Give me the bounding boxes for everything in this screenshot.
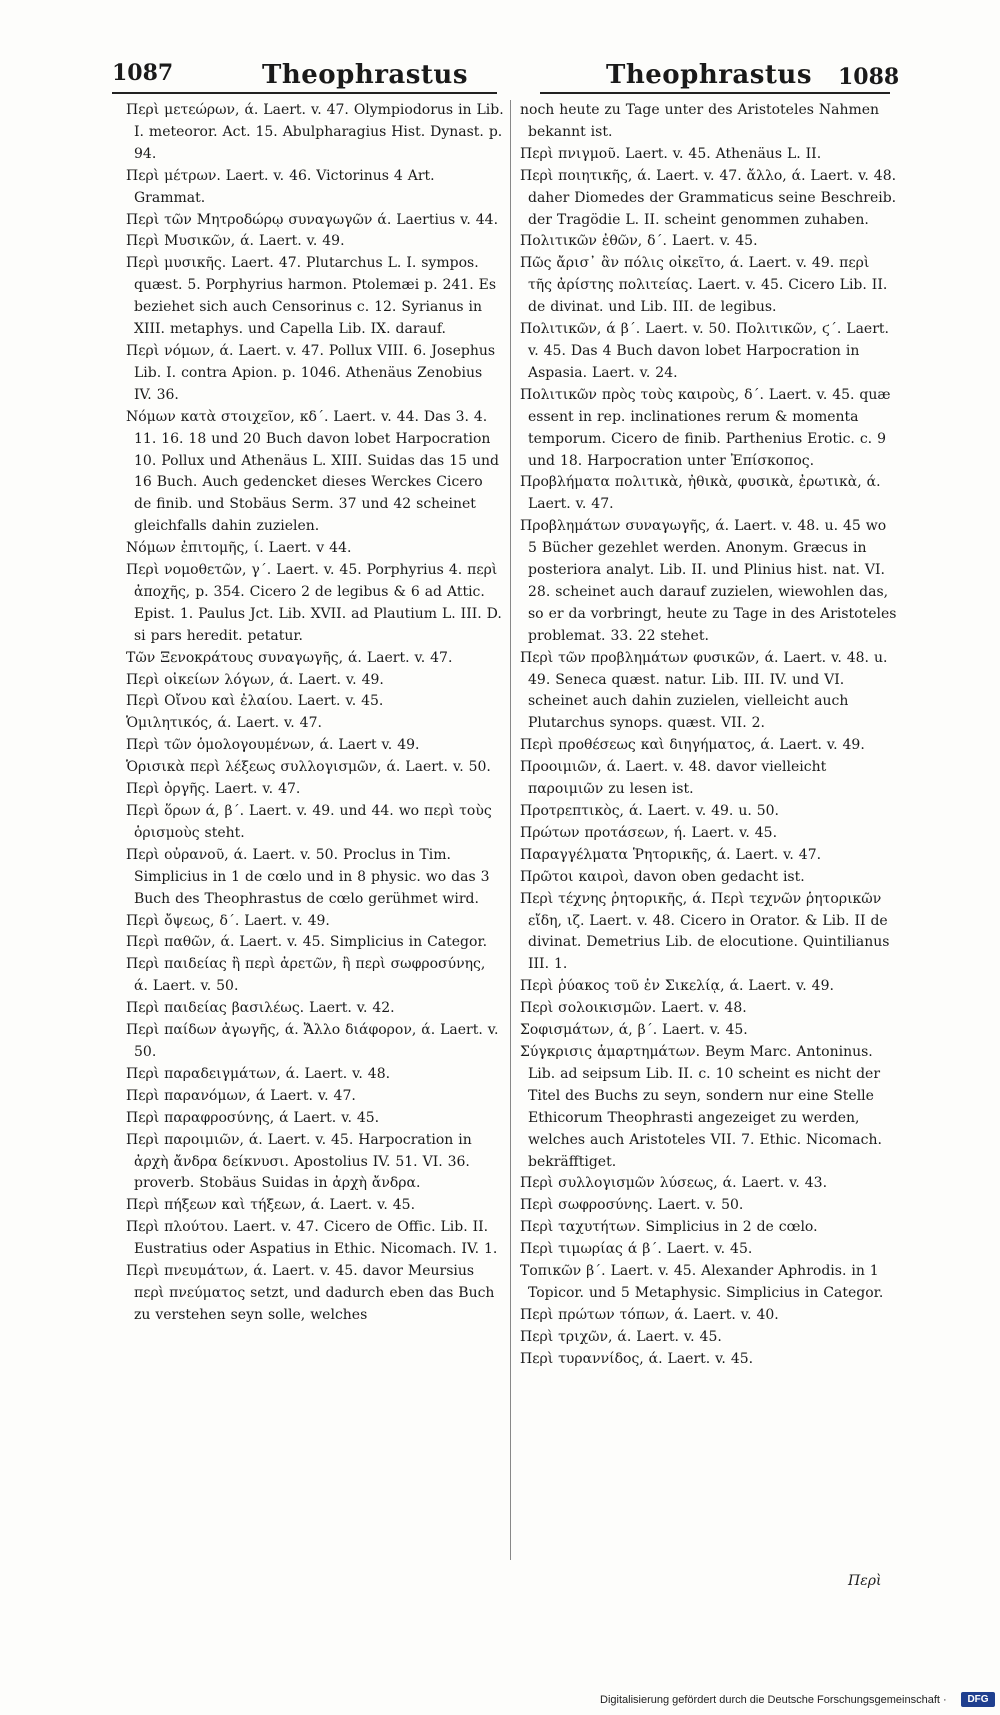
column-divider [510,100,511,1560]
index-entry: Περὶ παθῶν, ά. Laert. v. 45. Simplicius in Categor. [126,934,488,951]
index-entry: Περὶ τιμωρίας ά β΄. Laert. v. 45. [520,1241,753,1258]
index-entry: Περὶ μετεώρων, ά. Laert. v. 47. Olympiodorus in Lib. I. meteoror. Act. 15. Abulpharagius Hist. Dynast. p. 94. [126,102,504,162]
index-entry: Περὶ τέχνης ῥητορικῆς, ά. Περὶ τεχνῶν ῥητορικῶν εἴδη, ιζ. Laert. v. 48. Cicero in Orator. & Lib. II de divinat. Demetrius Lib. de elocutione. Quintilianus III. 1. [520,890,890,973]
index-entry: Νόμων ἐπιτομῆς, ί. Laert. v 44. [126,540,352,557]
header-rule-left [112,92,497,94]
index-entry: Περὶ νόμων, ά. Laert. v. 47. Pollux VIII. 6. Josephus Lib. I. contra Apion. p. 1046. Athenäus Zenobius IV. 36. [126,342,496,403]
index-entry: Προοιμιῶν, ά. Laert. v. 48. davor vielleicht παροιμιῶν zu lesen ist. [520,759,827,798]
index-entry: Πῶς ἄρισ᾽ ἂν πόλις οἰκεῖτο, ά. Laert. v. 49. περὶ τῆς ἀρίστης πολιτείας. Laert. v. 45. Cicero Lib. II. de divinat. und Lib. III. de legibus. [520,255,888,316]
digitization-credit: Digitalisierung gefördert durch die Deutsche Forschungsgemeinschaft · [600,1694,947,1706]
index-entry: Παραγγέλματα Ῥητορικῆς, ά. Laert. v. 47. [520,846,822,863]
index-entry: Περὶ σωφροσύνης. Laert. v. 50. [520,1197,744,1214]
index-entry: Ὁμιλητικός, ά. Laert. v. 47. [126,715,322,732]
index-entry: Νόμων κατὰ στοιχεῖον, κδ΄. Laert. v. 44. Das 3. 4. 11. 16. 18 und 20 Buch davon lobet Harpocration 10. Pollux und Athenäus L. XIII. Suidas das 15 und 16 Buch. Auch gedencket dieses Werckes Cicero de finib. und Stobäus Serm. 37 und 42 scheinet gleichfalls dahin zuzielen. [126,408,499,535]
dfg-logo: DFG [961,1692,995,1707]
index-entry: Περὶ ὄψεως, δ΄. Laert. v. 49. [126,912,330,929]
left-column [126,100,504,1327]
left-running-title: Theophrastus [262,60,468,90]
catchword: Περὶ [848,1573,882,1589]
index-entry: Περὶ παραδειγμάτων, ά. Laert. v. 48. [126,1065,391,1082]
index-entry: Περὶ πνιγμοῦ. Laert. v. 45. Athenäus L. II. [520,145,822,162]
index-entry: Περὶ πλούτου. Laert. v. 47. Cicero de Offic. Lib. II. Eustratius oder Aspatius in Ethic. Nicomach. IV. 1. [126,1219,498,1258]
index-entry: Περὶ τυραννίδος, ά. Laert. v. 45. [520,1350,754,1367]
index-entry: Περὶ ῥύακος τοῦ ἐν Σικελίᾳ, ά. Laert. v. 49. [520,978,834,995]
index-entry: Τῶν Ξενοκράτους συναγωγῆς, ά. Laert. v. 47. [126,649,453,666]
index-entry: Περὶ ταχυτήτων. Simplicius in 2 de cœlo. [520,1219,818,1236]
index-entry: Περὶ παραφροσύνης, ά Laert. v. 45. [126,1109,380,1126]
index-entry: Περὶ νομοθετῶν, γ΄. Laert. v. 45. Porphyrius 4. περὶ ἀποχῆς, p. 354. Cicero 2 de legibus & 6 ad Attic. Epist. 1. Paulus Jct. Lib. XVII. ad Plautium L. III. D. si pars heredit. petatur. [126,562,502,644]
index-entry: Πολιτικῶν πρὸς τοὺς καιροὺς, δ΄. Laert. v. 45. quæ essent in rep. inclinationes rerum & momenta temporum. Cicero de finib. Parthenius Erotic. c. 9 und 18. Harpocration unter Ἐπίσκοπος. [520,386,891,469]
index-entry: Περὶ ποιητικῆς, ά. Laert. v. 47. ἄλλο, ά. Laert. v. 48. daher Diomedes der Grammaticus seine Beschreib. der Tragödie L. II. scheint genommen zuhaben. [520,167,897,228]
index-entry: Περὶ τῶν ὁμολογουμένων, ά. Laert v. 49. [126,737,420,754]
index-entry: Περὶ πνευμάτων, ά. Laert. v. 45. davor Meursius περὶ πνεύματος setzt, und dadurch eben das Buch zu verstehen seyn solle, welches [126,1263,495,1323]
index-entry: Περὶ παίδων ἀγωγῆς, ά. Ἄλλο διάφορον, ά. Laert. v. 50. [126,1022,499,1060]
index-entry: Περὶ μέτρων. Laert. v. 46. Victorinus 4 Art. Grammat. [126,167,435,206]
index-entry: Πρώτων προτάσεων, ή. Laert. v. 45. [520,824,778,841]
index-entry: Τοπικῶν β΄. Laert. v. 45. Alexander Aphrodis. in 1 Topicor. und 5 Metaphysic. Simplicius in Categor. [520,1263,884,1301]
index-entry: Περὶ οὐρανοῦ, ά. Laert. v. 50. Proclus in Tim. Simplicius in 1 de cœlo und in 8 physic. wo das 3 Buch des Theophrastus de cœlo gerühmet wird. [126,846,490,907]
index-entry: Σοφισμάτων, ά, β΄. Laert. v. 45. [520,1022,748,1039]
index-entry: Περὶ Οἴνου καὶ ἐλαίου. Laert. v. 45. [126,693,384,710]
index-entry: Περὶ ὀργῆς. Laert. v. 47. [126,781,301,798]
index-entry: Περὶ ὅρων ά, β΄. Laert. v. 49. und 44. wo περὶ τοὺς ὁρισμοὺς steht. [126,803,492,841]
index-entry: Περὶ παιδείας ἢ περὶ ἀρετῶν, ἢ περὶ σωφροσύνης, ά. Laert. v. 50. [126,956,486,995]
header-rule-right [540,92,890,94]
index-entry: Περὶ οἰκείων λόγων, ά. Laert. v. 49. [126,671,384,688]
right-page-number: 1088 [838,64,900,90]
index-entry: Περὶ πήξεων καὶ τήξεων, ά. Laert. v. 45. [126,1197,416,1214]
index-entry: Προτρεπτικὸς, ά. Laert. v. 49. u. 50. [520,803,779,819]
index-entry: Περὶ παρανόμων, ά Laert. v. 47. [126,1087,356,1104]
index-entry: Σύγκρισις ἁμαρτημάτων. Beym Marc. Antoninus. Lib. ad seipsum Lib. II. c. 10 scheint es nicht der Titel des Buchs zu seyn, sondern nur eine Stelle Ethicorum Theophrasti angezeiget zu werden, welches auch Aristoteles VII. 7. Ethic. Nicomach. bekräfftiget. [520,1043,882,1170]
index-entry: Ὁρισικὰ περὶ λέξεως συλλογισμῶν, ά. Laert. v. 50. [126,759,491,776]
index-entry: Περὶ πρώτων τόπων, ά. Laert. v. 40. [520,1306,779,1323]
index-entry: Περὶ σολοικισμῶν. Laert. v. 48. [520,1000,747,1017]
index-entry: Προβλήματα πολιτικὰ, ἠθικὰ, φυσικὰ, ἐρωτικὰ, ά. Laert. v. 47. [520,474,881,513]
index-entry: Πρῶτοι καιροὶ, davon oben gedacht ist. [520,868,805,885]
right-column [520,100,898,1371]
index-entry: Περὶ Μυσικῶν, ά. Laert. v. 49. [126,233,345,250]
index-entry: Προβλημάτων συναγωγῆς, ά. Laert. v. 48. u. 45 wo 5 Bücher gezehlet werden. Anonym. Græcus in posteriora analyt. Lib. II. und Plinius hist. nat. VI. 28. scheinet auch darauf zuzielen, wiewohlen das, so er da vorbringt, heute zu Tage in des Aristoteles problemat. 33. 22 stehet. [520,518,897,644]
index-entry: Πολιτικῶν, ά β΄. Laert. v. 50. Πολιτικῶν, ϛ΄. Laert. v. 45. Das 4 Buch davon lobet Harpocration in Aspasia. Laert. v. 24. [520,321,889,381]
index-entry: Περὶ παιδείας βασιλέως. Laert. v. 42. [126,1000,395,1017]
index-entry: Περὶ τριχῶν, ά. Laert. v. 45. [520,1328,722,1345]
right-running-title: Theophrastus [606,60,812,90]
left-page-number: 1087 [112,60,174,86]
index-entry: Περὶ μυσικῆς. Laert. 47. Plutarchus L. I. sympos. quæst. 5. Porphyrius harmon. Ptolemæi p. 241. Es beziehet sich auch Censorinus c. 12. Syrianus in XIII. metaphys. und Capella Lib. IX. darauf. [126,255,497,338]
index-entry: Περὶ τῶν προβλημάτων φυσικῶν, ά. Laert. v. 48. u. 49. Seneca quæst. natur. Lib. III. IV. und VI. scheinet auch dahin zuzielen, vielleicht auch Plutarchus synops. quæst. VII. 2. [520,649,888,732]
index-entry: Περὶ τῶν Μητροδώρῳ συναγωγῶν ά. Laertius v. 44. [126,211,499,228]
index-entry: Περὶ παροιμιῶν, ά. Laert. v. 45. Harpocration in ἀρχὴ ἄνδρα δείκνυσι. Apostolius IV. 51. VI. 36. proverb. Stobäus Suidas in ἀρχὴ ἄνδρα. [126,1131,472,1192]
index-entry: Πολιτικῶν ἐθῶν, δ΄. Laert. v. 45. [520,233,758,250]
index-entry: Περὶ προθέσεως καὶ διηγήματος, ά. Laert. v. 49. [520,737,865,754]
index-entry: noch heute zu Tage unter des Aristoteles Nahmen bekannt ist. [520,102,880,140]
index-entry: Περὶ συλλογισμῶν λύσεως, ά. Laert. v. 43. [520,1175,828,1192]
